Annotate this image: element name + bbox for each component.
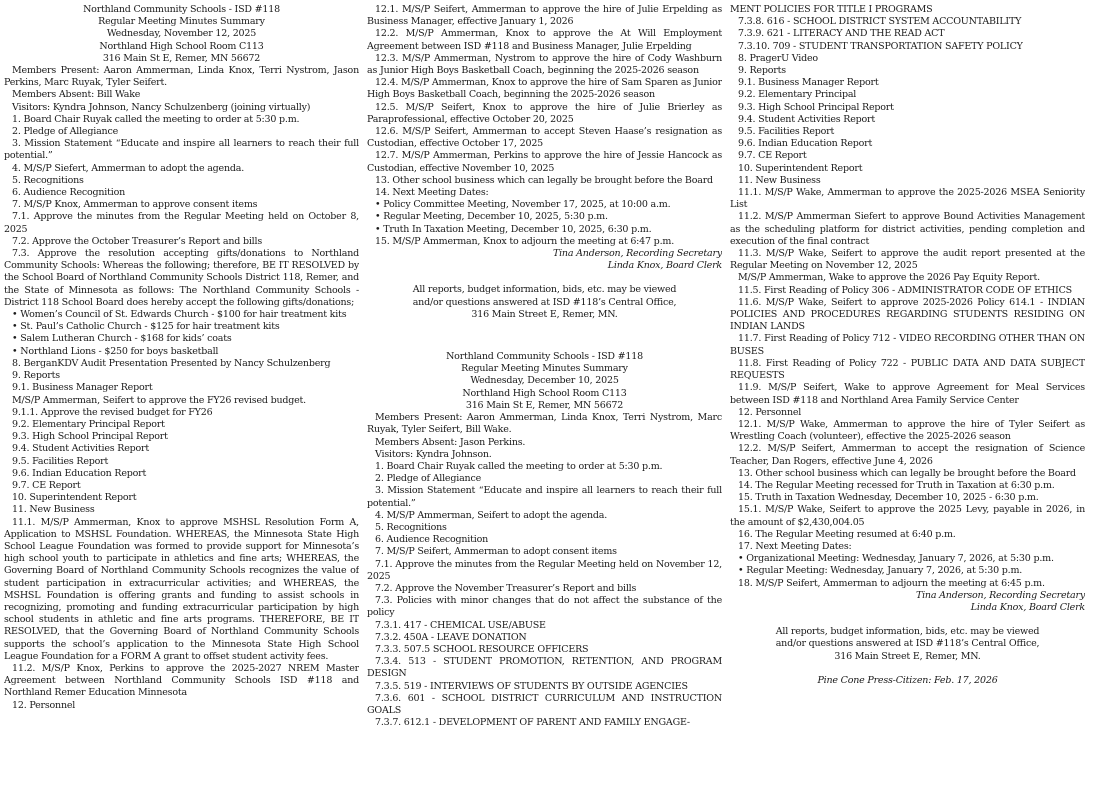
text-line: Visitors: Kyndra Johnson.: [375, 448, 492, 460]
text-line: 4. M/S/P Ammerman, Seifert to adopt the agenda.: [375, 509, 608, 521]
text-line: 11.1. M/S/P Ammerman, Knox to approve MSHSL Resolution Form A, Application to MSHSL Foundation. WHEREAS, the Minnesota State High School League Foundation was formed to provide support for Minnesota’s high school youth to participate in athletics and fine arts; WHEREAS, the Governing Board of Northland Community Schools recognizes the value of student participation in extracurricular activities; and WHEREAS, the MSHSL Foundation is offering grants and funding to assist schools in recognizing, promoting and funding extracurricular participation by high school students in athletic and fine arts programs. THEREFORE, BE IT RESOLVED, that the Governing Board of Northland Community Schools supports the school’s application to the Minnesota State High School League Foundation for a FORM A grant to offset student activity fees.: [4, 516, 359, 662]
text-line: Members Absent: Jason Perkins.: [375, 436, 526, 448]
text-line: Tina Anderson, Recording Secretary: [552, 248, 722, 260]
text-line: Linda Knox, Board Clerk: [970, 601, 1085, 613]
text-line: 2. Pledge of Allegiance: [375, 473, 481, 485]
text-line: 12.1. M/S/P Wake, Ammerman to approve the hire of Tyler Seifert as Wrestling Coach (volunteer), effective the 2025-2026 season: [730, 418, 1085, 443]
text-line: 316 Main St E, Remer, MN 56672: [102, 52, 261, 64]
text-line: 12.7. M/S/P Ammerman, Perkins to approve the hire of Jessie Hancock as Custodian, effective November 10, 2025: [367, 150, 722, 174]
text-line: 1. Board Chair Ruyak called the meeting to order at 5:30 p.m.: [375, 460, 663, 472]
column-1: [4, 4, 359, 796]
text-line: 5. Recognitions: [12, 174, 84, 186]
text-line: 11.1. M/S/P Wake, Ammerman to approve the 2025-2026 MSEA Seniority List: [730, 187, 1085, 211]
text-line: 316 Main Street E, Remer, MN.: [834, 650, 981, 662]
text-line: 12.3. M/S/P Ammerman, Nystrom to approve the hire of Cody Washburn as Junior High Boys Basketball Coach, beginning the 2025-2026 season: [367, 52, 722, 77]
text-line: 9.5. Facilities Report: [738, 126, 835, 138]
text-line: 7.2. Approve the October Treasurer’s Report and bills: [12, 235, 263, 247]
text-line: 7.3.7. 612.1 - DEVELOPMENT OF PARENT AND FAMILY ENGAGE-: [375, 717, 690, 729]
text-line: 12. Personnel: [12, 699, 76, 711]
text-line: 9.1.1. Approve the revised budget for FY26: [12, 406, 213, 418]
text-line: 6. Audience Recognition: [12, 187, 126, 199]
text-line: 12.1. M/S/P Seifert, Ammerman to approve the hire of Julie Erpelding as Business Manager, effective January 1, 2026: [367, 4, 722, 28]
text-line: 13. Other school business which can legally be brought before the Board: [375, 174, 713, 186]
text-line: • Organizational Meeting: Wednesday, January 7, 2026, at 5:30 p.m.: [738, 553, 1054, 565]
text-line: Wednesday, December 10, 2025: [470, 375, 619, 387]
text-line: 7.3.6. 601 - SCHOOL DISTRICT CURRICULUM AND INSTRUCTION GOALS: [367, 692, 722, 716]
text-line: 7.3.3. 507.5 SCHOOL RESOURCE OFFICERS: [375, 643, 589, 655]
text-line: 5. Recognitions: [375, 521, 447, 533]
text-line: • St. Paul’s Catholic Church - $125 for hair treatment kits: [12, 321, 280, 333]
text-line: 9.2. Elementary Principal Report: [12, 418, 165, 430]
text-line: 8. BerganKDV Audit Presentation Presented by Nancy Schulzenberg: [12, 357, 331, 369]
text-line: 9.4. Student Activities Report: [738, 113, 876, 125]
text-line: 9. Reports: [12, 370, 60, 382]
text-line: 3. Mission Statement “Educate and inspire all learners to reach their full potential.”: [367, 485, 722, 509]
text-line: M/S/P Ammerman, Seifert to approve the FY26 revised budget.: [12, 394, 306, 406]
text-line: • Northland Lions - $250 for boys basketball: [12, 345, 219, 357]
text-line: 9.4. Student Activities Report: [12, 443, 150, 455]
text-line: 16. The Regular Meeting resumed at 6:40 p.m.: [738, 528, 956, 540]
text-line: 7.3.9. 621 - LITERACY AND THE READ ACT: [738, 28, 945, 40]
text-line: • Regular Meeting: Wednesday, January 7, 2026, at 5:30 p.m.: [738, 565, 1023, 577]
text-line: 12.2. M/S/P Seifert, Ammerman to accept the resignation of Science Teacher, Dan Rogers, effective June 4, 2026: [730, 443, 1085, 467]
text-line: Northland Community Schools - ISD #118: [446, 351, 643, 363]
text-line: 11.2. M/S/P Ammerman Siefert to approve Bound Activities Management as the scheduling platform for district activities, pending completion and execution of the final contract: [730, 211, 1085, 247]
text-line: Wednesday, November 12, 2025: [106, 28, 257, 40]
text-line: 9. Reports: [738, 65, 786, 77]
text-line: 3. Mission Statement “Educate and inspire all learners to reach their full potential.”: [4, 138, 359, 162]
text-line: • Truth In Taxation Meeting, December 10, 2025, 6:30 p.m.: [375, 223, 652, 235]
text-line: 11.9. M/S/P Seifert, Wake to approve Agreement for Meal Services between ISD #118 and Northland Area Family Service Center: [730, 382, 1085, 406]
text-line: 11.7. First Reading of Policy 712 - VIDEO RECORDING OTHER THAN ON BUSES: [730, 333, 1085, 357]
text-line: 7.1. Approve the minutes from the Regular Meeting held on October 8, 2025: [4, 211, 359, 235]
text-line: 13. Other school business which can legally be brought before the Board: [738, 467, 1076, 479]
text-line: M/S/P Ammerman, Wake to approve the 2026 Pay Equity Report.: [738, 272, 1040, 284]
text-line: 11.5. First Reading of Policy 306 - ADMINISTRATOR CODE OF ETHICS: [738, 284, 1072, 296]
spacer: [367, 321, 722, 351]
spacer: [730, 614, 1085, 626]
text-line: 7.3.5. 519 - INTERVIEWS OF STUDENTS BY OUTSIDE AGENCIES: [375, 680, 688, 692]
text-line: 12.6. M/S/P Seifert, Ammerman to accept Steven Haase’s resignation as Custodian, effective October 17, 2025: [367, 126, 722, 150]
text-line: 9.2. Elementary Principal: [738, 89, 857, 101]
text-line: Northland Community Schools - ISD #118: [83, 4, 280, 15]
text-line: 6. Audience Recognition: [375, 534, 489, 546]
text-line: 11.3. M/S/P Wake, Seifert to approve the audit report presented at the Regular Meeting on November 12, 2025: [730, 248, 1085, 272]
text-line: 15.1. M/S/P Wake, Seifert to approve the 2025 Levy, payable in 2026, in the amount of $2,430,004.05: [730, 504, 1085, 528]
text-line: 12.4. M/S/P Ammerman, Knox to approve the hire of Sam Sparen as Junior High Boys Basketball Coach, beginning the 2025-2026 season: [367, 77, 722, 101]
text-line: Regular Meeting Minutes Summary: [98, 16, 265, 28]
text-line: 11. New Business: [738, 174, 821, 186]
text-line: Members Present: Aaron Ammerman, Linda Knox, Terri Nystrom, Jason Perkins, Marc Ruyak, Tyler Seifert.: [4, 65, 359, 89]
text-line: Tina Anderson, Recording Secretary: [915, 589, 1085, 601]
text-line: and/or questions answered at ISD #118’s Central Office,: [775, 638, 1040, 650]
text-line: • Regular Meeting, December 10, 2025, 5:30 p.m.: [375, 211, 608, 223]
text-line: 9.3. High School Principal Report: [12, 431, 168, 443]
text-line: 18. M/S/P Seifert, Ammerman to adjourn the meeting at 6:45 p.m.: [738, 577, 1045, 589]
text-line: 7.3.1. 417 - CHEMICAL USE/ABUSE: [375, 619, 546, 631]
text-line: 15. Truth in Taxation Wednesday, December 10, 2025 - 6:30 p.m.: [738, 492, 1039, 504]
column-3: [730, 4, 1085, 796]
text-line: and/or questions answered at ISD #118’s Central Office,: [412, 296, 677, 308]
text-line: 1. Board Chair Ruyak called the meeting to order at 5:30 p.m.: [12, 113, 300, 125]
text-line: 7.3.8. 616 - SCHOOL DISTRICT SYSTEM ACCOUNTABILITY: [738, 16, 1022, 28]
text-line: 11.6. M/S/P Wake, Seifert to approve 2025-2026 Policy 614.1 - INDIAN POLICIES AND PROCEDURES REGARDING STUDENTS RESIDING ON INDIAN LANDS: [730, 296, 1085, 333]
spacer: [367, 272, 722, 284]
text-line: 9.7. CE Report: [738, 150, 807, 162]
text-line: 10. Superintendent Report: [738, 162, 863, 174]
text-line: 9.5. Facilities Report: [12, 455, 109, 467]
text-line: 17. Next Meeting Dates:: [738, 540, 852, 552]
text-line: • Policy Committee Meeting, November 17, 2025, at 10:00 a.m.: [375, 199, 671, 211]
text-line: 11.2. M/S/P Knox, Perkins to approve the 2025-2027 NREM Master Agreement between Northland Community Schools ISD #118 and Northland Remer Education Minnesota: [4, 662, 359, 699]
text-line: Northland High School Room C113: [99, 40, 264, 52]
text-line: Pine Cone Press-Citizen: Feb. 17, 2026: [817, 674, 998, 686]
text-line: 12.5. M/S/P Seifert, Knox to approve the hire of Julie Brierley as Paraprofessional, effective October 20, 2025: [367, 101, 722, 125]
text-line: 11. New Business: [12, 504, 95, 516]
text-line: 9.7. CE Report: [12, 479, 81, 491]
text-line: Northland High School Room C113: [462, 387, 627, 399]
text-line: 4. M/S/P Siefert, Ammerman to adopt the agenda.: [12, 162, 245, 174]
text-line: 7.3.10. 709 - STUDENT TRANSPORTATION SAFETY POLICY: [738, 40, 1023, 52]
text-line: 7.3. Policies with minor changes that do not affect the substance of the policy: [367, 595, 722, 619]
text-line: 12.2. M/S/P Ammerman, Knox to approve the At Will Employment Agreement between ISD #118 and Business Manager, Julie Erpelding: [367, 28, 722, 52]
text-line: • Women’s Council of St. Edwards Church - $100 for hair treatment kits: [12, 309, 347, 321]
text-line: All reports, budget information, bids, etc. may be viewed: [775, 626, 1040, 638]
text-line: 8. PragerU Video: [738, 52, 818, 64]
text-line: 10. Superintendent Report: [12, 492, 137, 504]
text-line: 9.1. Business Manager Report: [738, 77, 879, 89]
text-line: Linda Knox, Board Clerk: [607, 260, 722, 272]
text-line: 11.8. First Reading of Policy 722 - PUBLIC DATA AND DATA SUBJECT REQUESTS: [730, 357, 1085, 382]
text-line: 316 Main Street E, Remer, MN.: [471, 308, 618, 320]
text-line: Regular Meeting Minutes Summary: [461, 363, 628, 375]
text-line: 7.3.2. 450A - LEAVE DONATION: [375, 631, 527, 643]
text-line: Members Absent: Bill Wake: [12, 89, 141, 101]
column-2: [367, 4, 722, 796]
text-line: 7. M/S/P Knox, Ammerman to approve consent items: [12, 199, 258, 211]
text-line: 15. M/S/P Ammerman, Knox to adjourn the meeting at 6:47 p.m.: [375, 235, 675, 247]
text-line: 7.3. Approve the resolution accepting gifts/donations to Northland Community Schools: Whereas the following; therefore, BE IT RESOLVED by the School Board of Northland Community Schools District 118, Remer, and the State of Minnesota as follows: The Northland Community Schools - District 118 School Board does hereby accept the following gifts/donations;: [4, 248, 359, 308]
text-line: 7. M/S/P Seifert, Ammerman to adopt consent items: [375, 546, 617, 558]
text-line: 7.2. Approve the November Treasurer’s Report and bills: [375, 582, 637, 594]
text-line: All reports, budget information, bids, etc. may be viewed: [412, 284, 677, 296]
text-line: 14. The Regular Meeting recessed for Truth in Taxation at 6:30 p.m.: [738, 479, 1055, 491]
text-line: 316 Main St E, Remer, MN 56672: [465, 399, 624, 411]
text-line: 14. Next Meeting Dates:: [375, 187, 489, 199]
text-line: 9.6. Indian Education Report: [738, 138, 873, 150]
text-line: • Salem Lutheran Church - $168 for kids’ coats: [12, 333, 232, 345]
spacer: [730, 663, 1085, 675]
text-line: 12. Personnel: [738, 406, 802, 418]
text-line: 9.1. Business Manager Report: [12, 382, 153, 394]
text-line: Visitors: Kyndra Johnson, Nancy Schulzenberg (joining virtually): [12, 101, 311, 113]
text-line: 9.6. Indian Education Report: [12, 467, 147, 479]
text-line: 7.1. Approve the minutes from the Regular Meeting held on November 12, 2025: [367, 558, 722, 582]
text-line: Members Present: Aaron Ammerman, Linda Knox, Terri Nystrom, Marc Ruyak, Tyler Seifert, Bill Wake.: [367, 412, 722, 436]
text-line: MENT POLICIES FOR TITLE I PROGRAMS: [730, 4, 933, 15]
text-line: 9.3. High School Principal Report: [738, 101, 894, 113]
text-line: 2. Pledge of Allegiance: [12, 126, 118, 138]
text-line: 7.3.4. 513 - STUDENT PROMOTION, RETENTION, AND PROGRAM DESIGN: [367, 656, 722, 680]
